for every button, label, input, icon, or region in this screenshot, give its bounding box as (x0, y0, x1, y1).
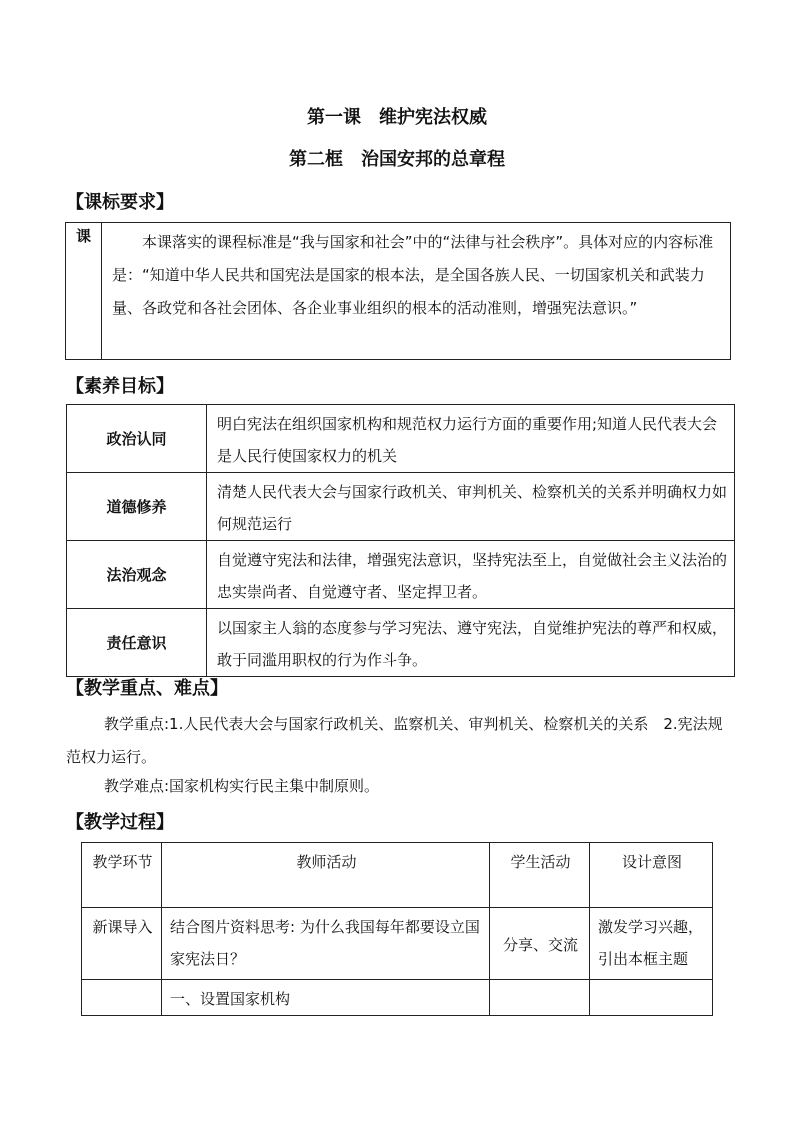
table-cell: 新课导入 (82, 908, 162, 980)
table-row (82, 908, 713, 980)
table-header-cell: 教师活动 (162, 843, 490, 908)
section-heading-process: 【教学过程】 (66, 812, 174, 833)
table-row (82, 980, 713, 1016)
literacy-value: 以国家主人翁的态度参与学习宪法、遵守宪法，自觉维护宪法的尊严和权威，敢于同滥用职权的行为作斗争。 (207, 609, 735, 677)
difficult-points-text: 教学难点:国家机构实行民主集中制原则。 (104, 777, 380, 795)
standards-side-label: 课 (66, 223, 102, 360)
literacy-key: 责任意识 (67, 609, 207, 677)
table-header-cell: 设计意图 (590, 843, 713, 908)
table-header-cell: 教学环节 (82, 843, 162, 908)
literacy-row (67, 609, 735, 677)
table-cell: 分享、交流 (490, 908, 590, 980)
literacy-value: 清楚人民代表大会与国家行政机关、审判机关、检察机关的关系并明确权力如何规范运行 (207, 473, 735, 541)
literacy-key: 法治观念 (67, 541, 207, 609)
table-cell: 激发学习兴趣，引出本框主题 (590, 908, 713, 980)
page-subtitle: 第二框 治国安邦的总章程 (289, 149, 505, 170)
literacy-row (67, 405, 735, 473)
table-cell: 一、设置国家机构 (162, 980, 490, 1016)
section-heading-standards: 【课标要求】 (66, 192, 174, 213)
standards-text: 本课落实的课程标准是“我与国家和社会”中的“法律与社会秩序”。具体对应的内容标准是：“知道中华人民共和国宪法是国家的根本法，是全国各族人民、一切国家机关和武装力量、各政党和各社会团体、各企业事业组织的根本的活动准则，增强宪法意识。” (102, 223, 731, 360)
literacy-value: 自觉遵守宪法和法律，增强宪法意识，坚持宪法至上，自觉做社会主义法治的忠实崇尚者、自觉遵守者、坚定捍卫者。 (207, 541, 735, 609)
table-cell (590, 980, 713, 1016)
key-points-text: 教学重点:1.人民代表大会与国家行政机关、监察机关、审判机关、检察机关的关系 2.宪法规范权力运行。 (66, 715, 723, 766)
literacy-key: 道德修养 (67, 473, 207, 541)
table-cell (82, 980, 162, 1016)
standards-table (65, 222, 731, 360)
table-cell: 结合图片资料思考: 为什么我国每年都要设立国家宪法日？ (162, 908, 490, 980)
table-cell (490, 980, 590, 1016)
section-heading-literacy: 【素养目标】 (66, 376, 174, 397)
literacy-table (66, 404, 735, 677)
table-header-cell: 学生活动 (490, 843, 590, 908)
process-table (81, 842, 713, 1016)
literacy-row (67, 541, 735, 609)
literacy-key: 政治认同 (67, 405, 207, 473)
page-title: 第一课 维护宪法权威 (307, 107, 487, 128)
literacy-row (67, 473, 735, 541)
section-heading-focus: 【教学重点、难点】 (66, 678, 228, 699)
table-header-row (82, 843, 713, 908)
literacy-value: 明白宪法在组织国家机构和规范权力运行方面的重要作用;知道人民代表大会是人民行使国家权力的机关 (207, 405, 735, 473)
